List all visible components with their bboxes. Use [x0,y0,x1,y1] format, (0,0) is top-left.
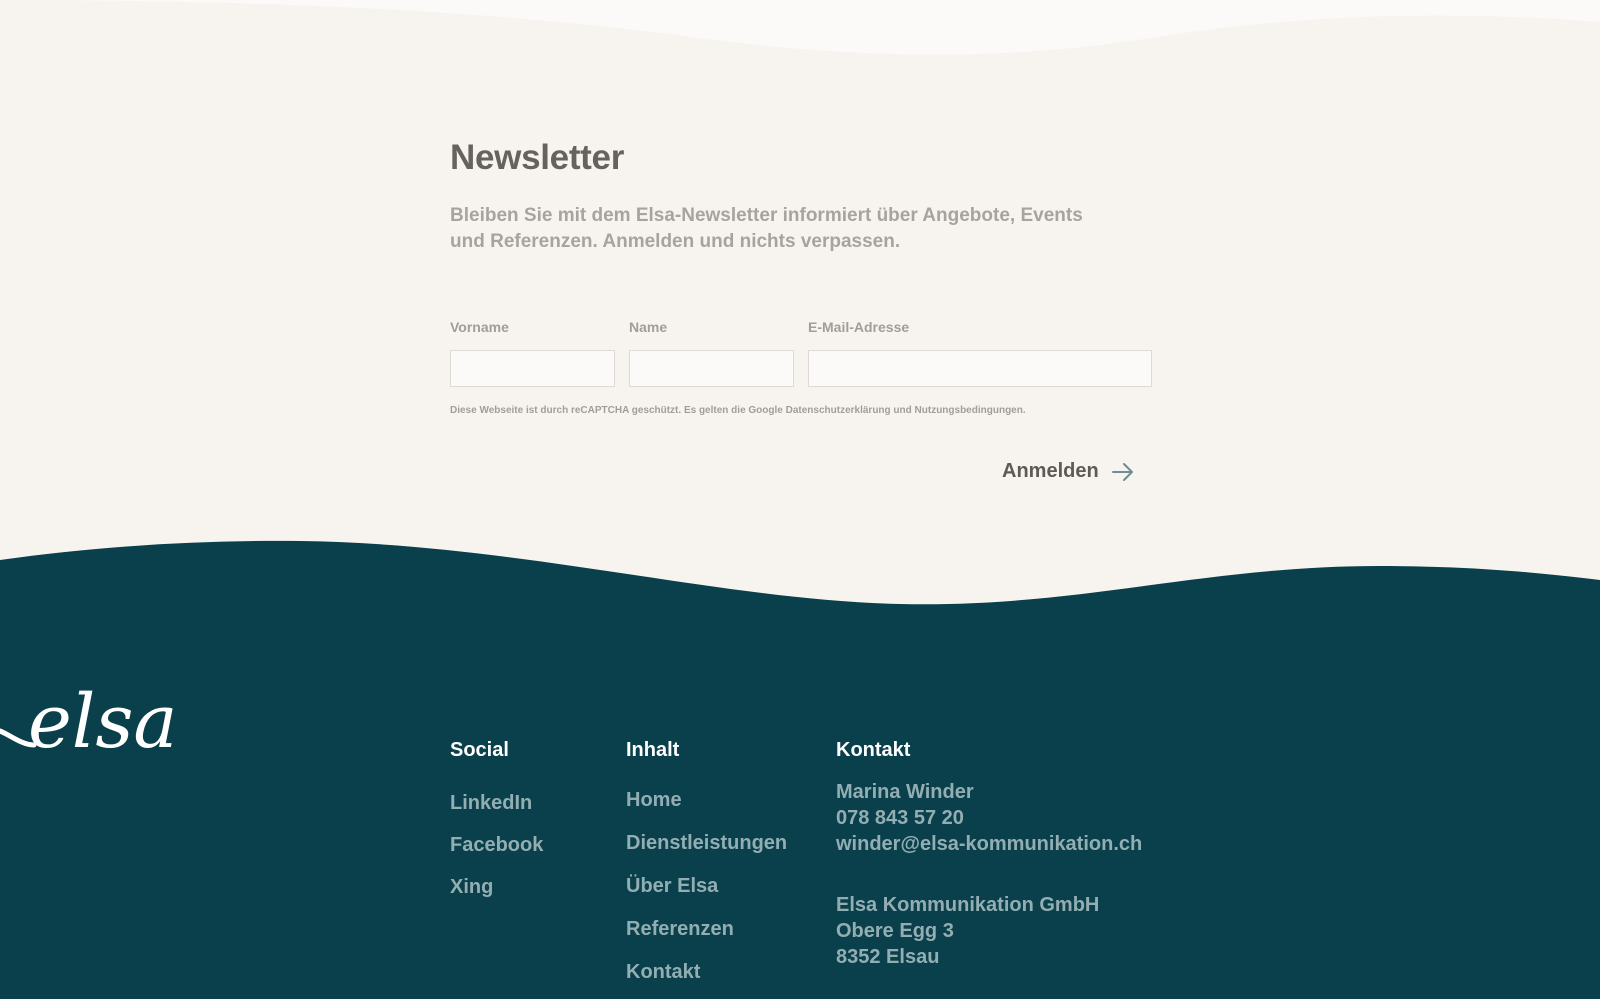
arrow-right-icon [1111,462,1135,482]
company-street: Obere Egg 3 [836,920,954,942]
nav-link-references[interactable]: Referenzen [626,918,734,940]
email-label: E-Mail-Adresse [808,319,910,335]
xing-link[interactable]: Xing [450,876,494,898]
footer-wave-decoration [0,540,1600,630]
contact-person: Marina Winder [836,781,974,803]
top-wave-decoration [0,0,1600,70]
nav-link-about[interactable]: Über Elsa [626,875,719,897]
svg-text:elsa: elsa [28,679,178,763]
site-footer [0,628,1600,999]
subscribe-button[interactable] [1002,460,1135,483]
nav-link-contact[interactable]: Kontakt [626,961,701,983]
social-heading: Social [450,739,509,761]
contact-email[interactable]: winder@elsa-kommunikation.ch [836,833,1143,855]
content-column [626,738,787,984]
lastname-input[interactable] [629,350,794,387]
newsletter-description: Bleiben Sie mit dem Elsa-Newsletter informiert über Angebote, Events und Referenzen. Anmelden und nichts verpassen. [450,205,1083,252]
social-column [450,738,543,899]
recaptcha-note: Diese Webseite ist durch reCAPTCHA geschützt. Es gelten die Google Datenschutzerklärung und Nutzungsbedingungen. [450,405,1026,416]
contact-phone[interactable]: 078 843 57 20 [836,807,964,829]
company-name: Elsa Kommunikation GmbH [836,894,1100,916]
firstname-input[interactable] [450,350,615,387]
company-city: 8352 Elsau [836,946,940,968]
lastname-label: Name [629,319,668,335]
nav-link-services[interactable]: Dienstleistungen [626,832,788,854]
firstname-label: Vorname [450,319,509,335]
contact-column [836,738,1142,970]
email-input[interactable] [808,350,1152,387]
content-heading: Inhalt [626,739,680,761]
newsletter-title: Newsletter [450,138,625,177]
linkedin-link[interactable]: LinkedIn [450,792,533,814]
subscribe-button-label: Anmelden [1002,460,1099,482]
contact-heading: Kontakt [836,739,911,761]
facebook-link[interactable]: Facebook [450,834,544,856]
elsa-logo[interactable] [0,663,190,763]
nav-link-home[interactable]: Home [626,789,682,811]
